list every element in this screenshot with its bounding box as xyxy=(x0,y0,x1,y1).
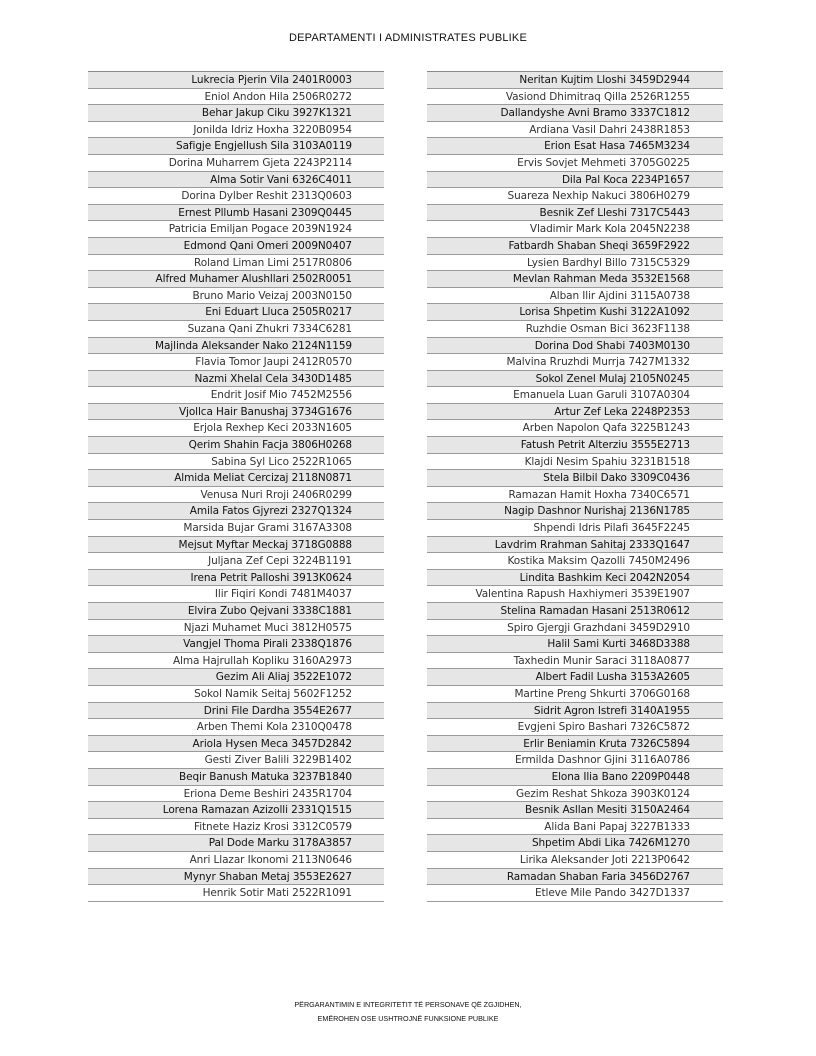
list-item: Taxhedin Munir Saraci 3118A0877 xyxy=(427,653,723,670)
list-item: Almida Meliat Cercizaj 2118N0871 xyxy=(88,470,384,487)
list-item: Alida Bani Papaj 3227B1333 xyxy=(427,819,723,836)
list-item: Shpetim Abdi Lika 7426M1270 xyxy=(427,835,723,852)
list-item: Behar Jakup Ciku 3927K1321 xyxy=(88,105,384,122)
list-item: Lirika Aleksander Joti 2213P0642 xyxy=(427,852,723,869)
list-item: Fatbardh Shaban Sheqi 3659F2922 xyxy=(427,238,723,255)
list-item: Lindita Bashkim Keci 2042N2054 xyxy=(427,570,723,587)
list-item: Bruno Mario Veizaj 2003N0150 xyxy=(88,288,384,305)
list-item: Drini File Dardha 3554E2677 xyxy=(88,703,384,720)
list-item: Anri Llazar Ikonomi 2113N0646 xyxy=(88,852,384,869)
list-item: Mevlan Rahman Meda 3532E1568 xyxy=(427,271,723,288)
list-item: Albert Fadil Lusha 3153A2605 xyxy=(427,669,723,686)
list-item: Safigje Engjellush Sila 3103A0119 xyxy=(88,138,384,155)
list-item: Dorina Dylber Reshit 2313Q0603 xyxy=(88,188,384,205)
list-item: Gesti Ziver Balili 3229B1402 xyxy=(88,752,384,769)
list-item: Sokol Zenel Mulaj 2105N0245 xyxy=(427,371,723,388)
list-item: Artur Zef Leka 2248P2353 xyxy=(427,404,723,421)
list-item: Qerim Shahin Facja 3806H0268 xyxy=(88,437,384,454)
list-item: Neritan Kujtim Lloshi 3459D2944 xyxy=(427,72,723,89)
list-item: Emanuela Luan Garuli 3107A0304 xyxy=(427,387,723,404)
list-item: Dila Pal Koca 2234P1657 xyxy=(427,172,723,189)
list-item: Venusa Nuri Rroji 2406R0299 xyxy=(88,487,384,504)
list-item: Lorena Ramazan Azizolli 2331Q1515 xyxy=(88,802,384,819)
list-item: Mejsut Myftar Meckaj 3718G0888 xyxy=(88,537,384,554)
list-item: Pal Dode Marku 3178A3857 xyxy=(88,835,384,852)
list-item: Suzana Qani Zhukri 7334C6281 xyxy=(88,321,384,338)
list-item: Alban Ilir Ajdini 3115A0738 xyxy=(427,288,723,305)
list-item: Eriona Deme Beshiri 2435R1704 xyxy=(88,786,384,803)
list-item: Ervis Sovjet Mehmeti 3705G0225 xyxy=(427,155,723,172)
footer-line-2: EMËROHEN OSE USHTROJNË FUNKSIONE PUBLIKE xyxy=(317,1014,499,1023)
list-item: Martine Preng Shkurti 3706G0168 xyxy=(427,686,723,703)
name-list-left xyxy=(88,71,384,902)
list-item: Lysien Bardhyl Billo 7315C5329 xyxy=(427,255,723,272)
list-item: Shpendi Idris Pilafi 3645F2245 xyxy=(427,520,723,537)
list-item: Ruzhdie Osman Bici 3623F1138 xyxy=(427,321,723,338)
list-item: Fitnete Haziz Krosi 3312C0579 xyxy=(88,819,384,836)
list-item: Lorisa Shpetim Kushi 3122A1092 xyxy=(427,304,723,321)
list-item: Besnik Asllan Mesiti 3150A2464 xyxy=(427,802,723,819)
list-item: Jonilda Idriz Hoxha 3220B0954 xyxy=(88,122,384,139)
list-item: Besnik Zef Lleshi 7317C5443 xyxy=(427,205,723,222)
list-item: Marsida Bujar Grami 3167A3308 xyxy=(88,520,384,537)
list-item: Sabina Syl Lico 2522R1065 xyxy=(88,454,384,471)
list-item: Lukrecia Pjerin Vila 2401R0003 xyxy=(88,72,384,89)
list-item: Gezim Reshat Shkoza 3903K0124 xyxy=(427,786,723,803)
list-item: Arben Napolon Qafa 3225B1243 xyxy=(427,420,723,437)
list-item: Alma Sotir Vani 6326C4011 xyxy=(88,172,384,189)
list-item: Vangjel Thoma Pirali 2338Q1876 xyxy=(88,636,384,653)
list-item: Dallandyshe Avni Bramo 3337C1812 xyxy=(427,105,723,122)
list-item: Valentina Rapush Haxhiymeri 3539E1907 xyxy=(427,586,723,603)
list-item: Gezim Ali Aliaj 3522E1072 xyxy=(88,669,384,686)
list-item: Suareza Nexhip Nakuci 3806H0279 xyxy=(427,188,723,205)
list-item: Halil Sami Kurti 3468D3388 xyxy=(427,636,723,653)
list-item: Ramazan Hamit Hoxha 7340C6571 xyxy=(427,487,723,504)
list-item: Ernest Pllumb Hasani 2309Q0445 xyxy=(88,205,384,222)
list-item: Erjola Rexhep Keci 2033N1605 xyxy=(88,420,384,437)
list-item: Flavia Tomor Jaupi 2412R0570 xyxy=(88,354,384,371)
list-item: Beqir Banush Matuka 3237B1840 xyxy=(88,769,384,786)
list-item: Elona Ilia Bano 2209P0448 xyxy=(427,769,723,786)
list-item: Sidrit Agron Istrefi 3140A1955 xyxy=(427,703,723,720)
name-list-right xyxy=(427,71,723,902)
list-item: Nagip Dashnor Nurishaj 2136N1785 xyxy=(427,503,723,520)
footer xyxy=(0,998,816,1026)
list-item: Erlir Beniamin Kruta 7326C5894 xyxy=(427,736,723,753)
list-item: Stelina Ramadan Hasani 2513R0612 xyxy=(427,603,723,620)
list-item: Majlinda Aleksander Nako 2124N1159 xyxy=(88,338,384,355)
list-item: Alfred Muhamer Alushllari 2502R0051 xyxy=(88,271,384,288)
list-item: Juljana Zef Cepi 3224B1191 xyxy=(88,553,384,570)
list-item: Vasiond Dhimitraq Qilla 2526R1255 xyxy=(427,89,723,106)
list-item: Sokol Namik Seitaj 5602F1252 xyxy=(88,686,384,703)
list-item: Fatush Petrit Alterziu 3555E2713 xyxy=(427,437,723,454)
list-item: Edmond Qani Omeri 2009N0407 xyxy=(88,238,384,255)
page-title: DEPARTAMENTI I ADMINISTRATES PUBLIKE xyxy=(288,32,528,44)
list-item: Amila Fatos Gjyrezi 2327Q1324 xyxy=(88,503,384,520)
list-item: Eniol Andon Hila 2506R0272 xyxy=(88,89,384,106)
list-item: Alma Hajrullah Kopliku 3160A2973 xyxy=(88,653,384,670)
list-item: Nazmi Xhelal Cela 3430D1485 xyxy=(88,371,384,388)
list-item: Elvira Zubo Qejvani 3338C1881 xyxy=(88,603,384,620)
list-item: Ermilda Dashnor Gjini 3116A0786 xyxy=(427,752,723,769)
footer-line-1: PËRGARANTIMIN E INTEGRITETIT TË PERSONAVE QË ZGJIDHEN, xyxy=(294,1000,522,1009)
list-item: Erion Esat Hasa 7465M3234 xyxy=(427,138,723,155)
list-item: Dorina Muharrem Gjeta 2243P2114 xyxy=(88,155,384,172)
list-item: Endrit Josif Mio 7452M2556 xyxy=(88,387,384,404)
list-item: Vladimir Mark Kola 2045N2238 xyxy=(427,221,723,238)
list-item: Kostika Maksim Qazolli 7450M2496 xyxy=(427,553,723,570)
list-item: Ardiana Vasil Dahri 2438R1853 xyxy=(427,122,723,139)
list-item: Ilir Fiqiri Kondi 7481M4037 xyxy=(88,586,384,603)
list-item: Klajdi Nesim Spahiu 3231B1518 xyxy=(427,454,723,471)
list-item: Vjollca Hair Banushaj 3734G1676 xyxy=(88,404,384,421)
list-item: Mynyr Shaban Metaj 3553E2627 xyxy=(88,869,384,886)
list-item: Evgjeni Spiro Bashari 7326C5872 xyxy=(427,719,723,736)
list-item: Patricia Emiljan Pogace 2039N1924 xyxy=(88,221,384,238)
list-item: Dorina Dod Shabi 7403M0130 xyxy=(427,338,723,355)
list-item: Etleve Mile Pando 3427D1337 xyxy=(427,885,723,902)
list-item: Eni Eduart Lluca 2505R0217 xyxy=(88,304,384,321)
list-item: Ariola Hysen Meca 3457D2842 xyxy=(88,736,384,753)
list-item: Stela Bilbil Dako 3309C0436 xyxy=(427,470,723,487)
list-item: Malvina Rruzhdi Murrja 7427M1332 xyxy=(427,354,723,371)
list-item: Lavdrim Rrahman Sahitaj 2333Q1647 xyxy=(427,537,723,554)
list-item: Henrik Sotir Mati 2522R1091 xyxy=(88,885,384,902)
list-item: Ramadan Shaban Faria 3456D2767 xyxy=(427,869,723,886)
list-item: Arben Themi Kola 2310Q0478 xyxy=(88,719,384,736)
list-item: Njazi Muhamet Muci 3812H0575 xyxy=(88,620,384,637)
list-item: Spiro Gjergji Grazhdani 3459D2910 xyxy=(427,620,723,637)
list-item: Roland Liman Limi 2517R0806 xyxy=(88,255,384,272)
list-item: Irena Petrit Palloshi 3913K0624 xyxy=(88,570,384,587)
